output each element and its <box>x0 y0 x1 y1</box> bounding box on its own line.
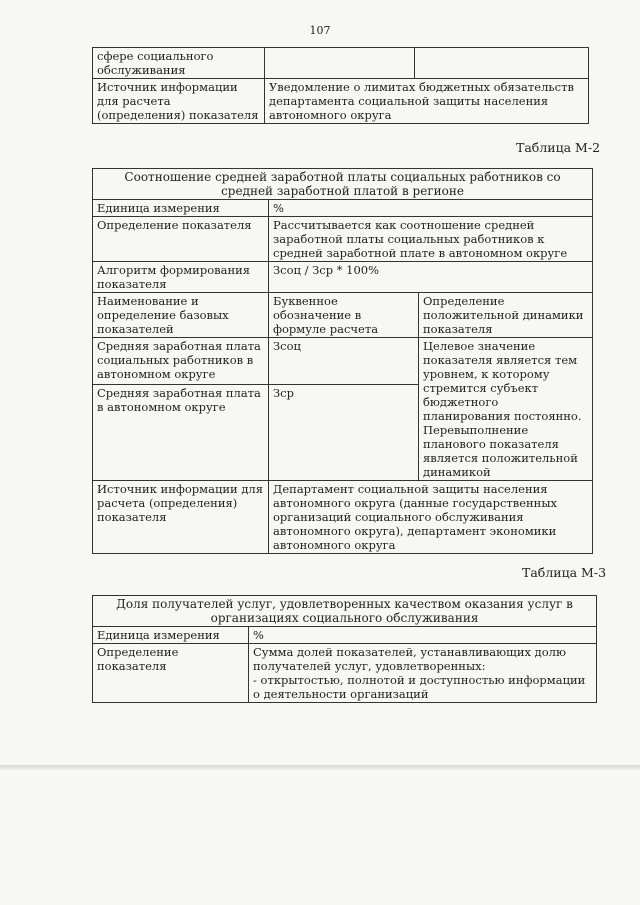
table-row <box>93 217 593 262</box>
cell-empty <box>265 48 415 79</box>
table-row <box>93 48 589 79</box>
table-m3 <box>92 595 597 703</box>
base-indicator-symbol: Зср <box>269 384 419 480</box>
table-row <box>93 293 593 338</box>
cell-social-service: сфере социального обслуживания <box>93 48 265 79</box>
table-header: Доля получателей услуг, удовлетворенных качеством оказания услуг в организациях социального обслуживания <box>93 596 597 627</box>
definition-label: Определение показателя <box>93 644 249 703</box>
table-row <box>93 79 589 124</box>
algorithm-value: Зсоц / Зср * 100% <box>269 262 593 293</box>
table-row <box>93 169 593 200</box>
column-header-dynamics: Определение положительной динамики показателя <box>419 293 593 338</box>
table-row <box>93 338 593 385</box>
table-row <box>93 200 593 217</box>
source-value: Департамент социальной защиты населения автономного округа (данные государственных организаций социального обслуживания автономного округа), департамент экономики автономного округа <box>269 481 593 554</box>
definition-value: Рассчитывается как соотношение средней заработной платы социальных работников к средней заработной плате в автономном округе <box>269 217 593 262</box>
source-label: Источник информации для расчета (определения) показателя <box>93 481 269 554</box>
table-m2 <box>92 168 593 554</box>
definition-value: Сумма долей показателей, устанавливающих долю получателей услуг, удовлетворенных: - открытостью, полнотой и доступностью информации о деятельности организаций <box>249 644 597 703</box>
table-row <box>93 644 597 703</box>
table-row <box>93 627 597 644</box>
page-number: 107 <box>309 24 331 37</box>
source-label: Источник информации для расчета (определения) показателя <box>93 79 265 124</box>
source-value: Уведомление о лимитах бюджетных обязательств департамента социальной защиты населения автономного округа <box>265 79 589 124</box>
table-row <box>93 262 593 293</box>
cell-empty <box>415 48 589 79</box>
column-header-name: Наименование и определение базовых показателей <box>93 293 269 338</box>
base-indicator-name: Средняя заработная плата социальных работников в автономном округе <box>93 338 269 385</box>
algorithm-label: Алгоритм формирования показателя <box>93 262 269 293</box>
unit-value: % <box>269 200 593 217</box>
table-row <box>93 596 597 627</box>
table-m1-continuation <box>92 47 589 124</box>
base-indicator-symbol: Зсоц <box>269 338 419 385</box>
column-header-symbol: Буквенное обозначение в формуле расчета <box>269 293 419 338</box>
scan-page-edge <box>0 765 640 771</box>
table-caption-m2: Таблица М-2 <box>516 140 601 155</box>
base-indicator-name: Средняя заработная плата в автономном округе <box>93 384 269 480</box>
definition-label: Определение показателя <box>93 217 269 262</box>
unit-label: Единица измерения <box>93 200 269 217</box>
table-row <box>93 481 593 554</box>
table-caption-m3: Таблица М-3 <box>522 565 607 580</box>
unit-label: Единица измерения <box>93 627 249 644</box>
unit-value: % <box>249 627 597 644</box>
positive-dynamics: Целевое значение показателя является тем уровнем, к которому стремится субъект бюджетного планирования постоянно. Перевыполнение планового показателя является положительной динамикой <box>419 338 593 481</box>
table-header: Соотношение средней заработной платы социальных работников со средней заработной платой в регионе <box>93 169 593 200</box>
